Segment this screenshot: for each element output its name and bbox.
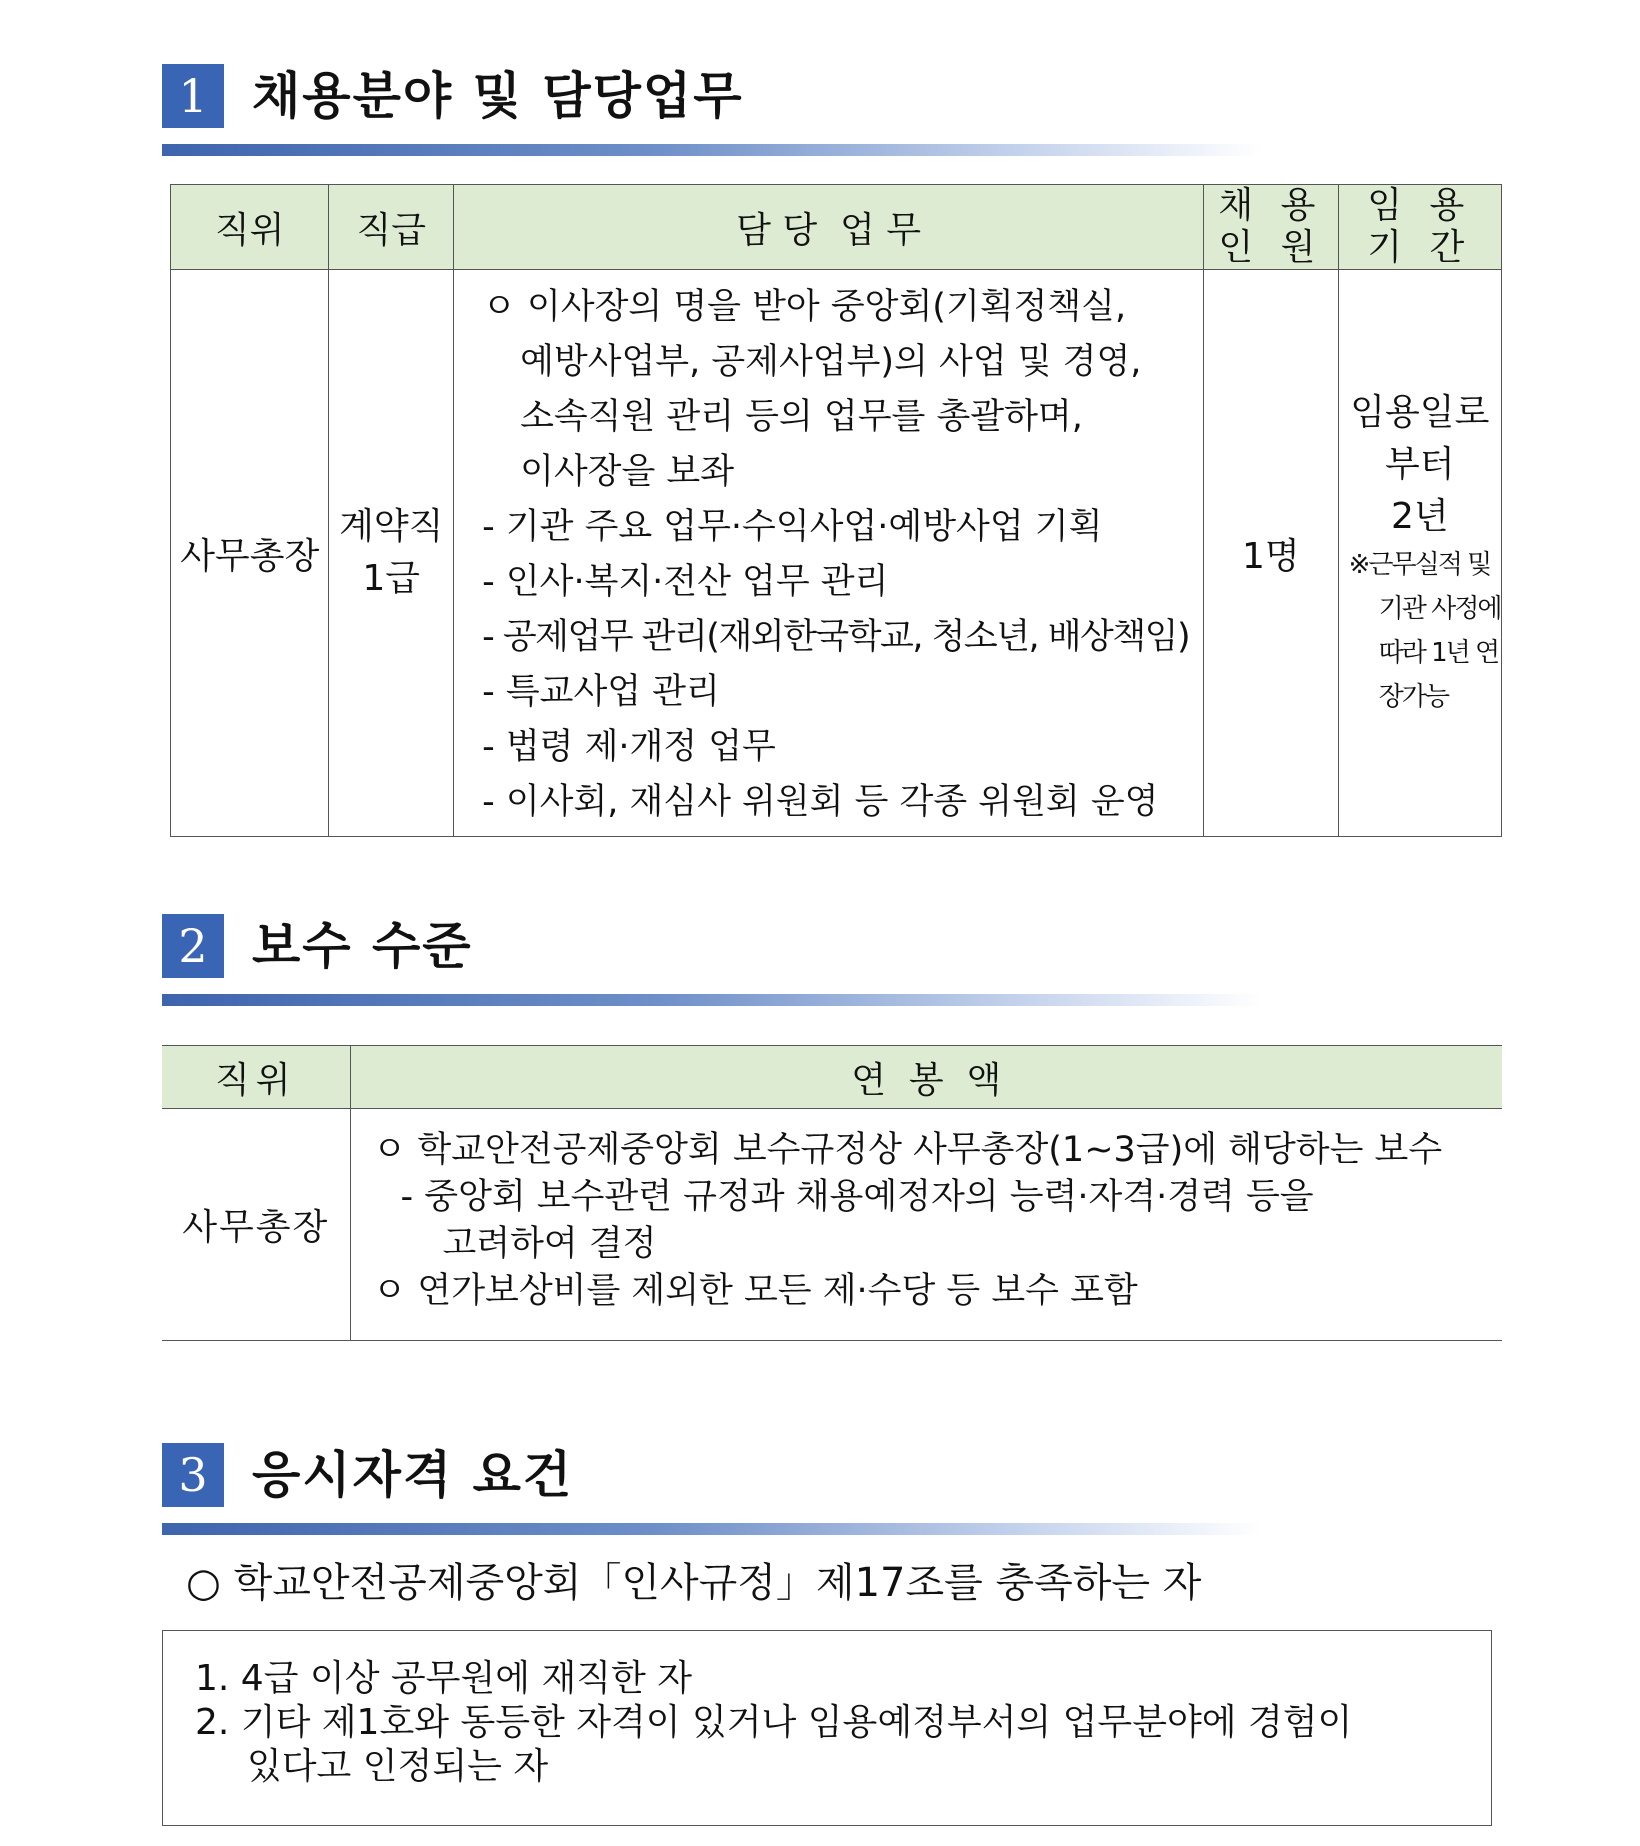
duty-line: 예방사업부, 공제사업부)의 사업 및 경영,: [520, 342, 1142, 382]
header-term-line2: 기 간: [1367, 227, 1473, 268]
duties-cell: [454, 270, 1204, 837]
term-note: 따라 1년 연: [1378, 638, 1499, 668]
duty-sub-line: - 법령 제·개정 업무: [482, 727, 776, 767]
section-1-number: 1: [162, 64, 224, 128]
term-line: 2년: [1390, 496, 1449, 537]
term-note: 장가능: [1378, 682, 1448, 712]
duty-sub-line: - 공제업무 관리(재외한국학교, 청소년, 배상책임): [482, 617, 1190, 657]
section-3-heading: [162, 1443, 1262, 1543]
salary-cell: [350, 1109, 1502, 1341]
salary-sub-line: 고려하여 결정: [442, 1224, 657, 1264]
header-headcount-line1: 채 용: [1218, 185, 1324, 226]
header-term-line1: 임 용: [1367, 185, 1473, 226]
table-row: [162, 1109, 1502, 1341]
header-term: [1338, 185, 1501, 270]
header-position: 직위: [162, 1046, 350, 1109]
salary-line: ㅇ 연가보상비를 제외한 모든 제·수당 등 보수 포함: [372, 1271, 1138, 1311]
salary-table: [162, 1045, 1502, 1341]
duty-sub-line: - 기관 주요 업무·수익사업·예방사업 기획: [482, 507, 1103, 547]
header-headcount-line2: 인 원: [1218, 227, 1324, 268]
term-note: 기관 사정에: [1378, 594, 1501, 624]
duty-line: 소속직원 관리 등의 업무를 총괄하며,: [520, 397, 1083, 437]
salary-line: ㅇ 학교안전공제중앙회 보수규정상 사무총장(1~3급)에 해당하는 보수: [372, 1130, 1443, 1170]
duty-sub-line: - 특교사업 관리: [482, 672, 720, 712]
position-cell: 사무총장: [162, 1109, 350, 1341]
qualification-item: 2. 기타 제1호와 동등한 자격이 있거나 임용예정부서의 업무분야에 경험이: [195, 1702, 1353, 1743]
section-3-number: 3: [162, 1443, 224, 1507]
section-2-title: 보수 수준: [252, 917, 473, 975]
section-2-number: 2: [162, 914, 224, 978]
qualification-box: [162, 1630, 1492, 1826]
term-note: ※근무실적 및: [1348, 550, 1491, 580]
duty-sub-line: - 인사·복지·전산 업무 관리: [482, 562, 889, 602]
duty-sub-line: - 이사회, 재심사 위원회 등 각종 위원회 운영: [482, 782, 1159, 822]
section-2-underline: [162, 994, 1262, 1006]
section-2-heading: [162, 914, 1262, 1014]
qualification-lead: ○ 학교안전공제중앙회「인사규정」제17조를 충족하는 자: [186, 1560, 1202, 1606]
term-line: 임용일로: [1350, 392, 1490, 433]
section-1-underline: [162, 144, 1262, 156]
qualification-item: 1. 4급 이상 공무원에 재직한 자: [195, 1658, 693, 1699]
header-position: 직위: [171, 185, 329, 270]
section-3-title: 응시자격 요건: [252, 1446, 574, 1504]
headcount-cell: 1명: [1204, 270, 1338, 837]
grade-line1: 계약직: [339, 506, 444, 547]
table-row: [171, 270, 1502, 837]
header-duties: 담 당 업 무: [454, 185, 1204, 270]
salary-sub-line: - 중앙회 보수관련 규정과 채용예정자의 능력·자격·경력 등을: [400, 1177, 1314, 1217]
header-headcount: [1204, 185, 1338, 270]
section-1-heading: [162, 64, 1262, 164]
duty-line: 이사장을 보좌: [520, 452, 735, 492]
recruitment-table: [170, 184, 1502, 837]
header-grade: 직급: [329, 185, 454, 270]
grade-line2: 1급: [362, 558, 421, 599]
section-1-title: 채용분야 및 담당업무: [252, 67, 744, 125]
term-cell: [1338, 270, 1501, 837]
section-3-underline: [162, 1523, 1262, 1535]
grade-cell: [329, 270, 454, 837]
duty-line: ㅇ 이사장의 명을 받아 중앙회(기획정책실,: [482, 287, 1127, 327]
qualification-item-continued: 있다고 인정되는 자: [247, 1746, 549, 1787]
table-header-row: [171, 185, 1502, 270]
header-salary: 연 봉 액: [350, 1046, 1502, 1109]
table-header-row: [162, 1046, 1502, 1109]
position-cell: 사무총장: [171, 270, 329, 837]
term-line: 부터: [1385, 444, 1455, 485]
